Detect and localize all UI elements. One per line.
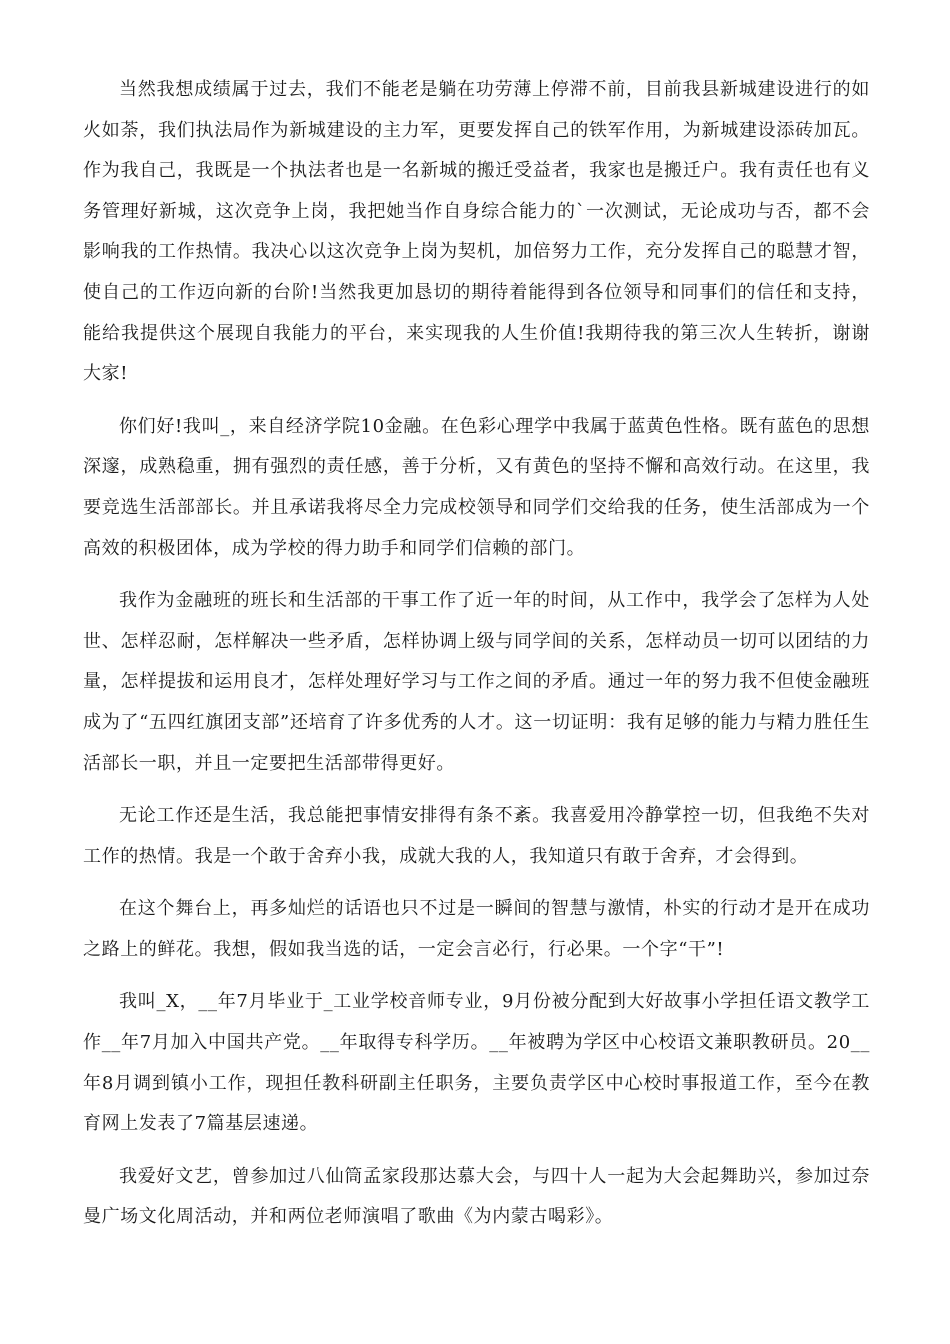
paragraph-4: 无论工作还是生活，我总能把事情安排得有条不紊。我喜爱用冷静掌控一切，但我绝不失对工作的热情。我是一个敢于舍弃小我，成就大我的人，我知道只有敢于舍弃，才会得到。: [83, 805, 870, 867]
paragraph-3: 我作为金融班的班长和生活部的干事工作了近一年的时间，从工作中，我学会了怎样为人处世、怎样忍耐，怎样解决一些矛盾，怎样协调上级与同学间的关系，怎样动员一切可以团结的力量，怎样提拔和运用良才，怎样处理好学习与工作之间的矛盾。通过一年的努力我不但使金融班成为了“五四红旗团支部”还培育了许多优秀的人才。这一切证明：我有足够的能力与精力胜任生活部长一职，并且一定要把生活部带得更好。: [83, 590, 870, 774]
paragraph-1: 当然我想成绩属于过去，我们不能老是躺在功劳薄上停滞不前，目前我县新城建设进行的如火如荼，我们执法局作为新城建设的主力军，更要发挥自己的铁军作用，为新城建设添砖加瓦。作为我自己，我既是一个执法者也是一名新城的搬迁受益者，我家也是搬迁户。我有责任也有义务管理好新城，这次竞争上岗，我把她当作自身综合能力的`一次测试，无论成功与否，都不会影响我的工作热情。我决心以这次竞争上岗为契机，加倍努力工作，充分发挥自己的聪慧才智，使自己的工作迈向新的台阶!当然我更加恳切的期待着能得到各位领导和同事们的信任和支持，能给我提供这个展现自我能力的平台，来实现我的人生价值!我期待我的第三次人生转折，谢谢大家!: [83, 79, 870, 385]
paragraph-5: 在这个舞台上，再多灿烂的话语也只不过是一瞬间的智慧与激情，朴实的行动才是开在成功之路上的鲜花。我想，假如我当选的话，一定会言必行，行必果。一个字“干”!: [83, 898, 870, 960]
document-body: [83, 70, 870, 1238]
paragraph-6: 我叫_X，__年7月毕业于_工业学校音师专业，9月份被分配到大好故事小学担任语文教学工作__年7月加入中国共产党。__年取得专科学历。__年被聘为学区中心校语文兼职教研员。20__年8月调到镇小工作，现担任教科研副主任职务，主要负责学区中心校时事报道工作，至今在教育网上发表了7篇基层速递。: [83, 991, 870, 1135]
paragraph-7: 我爱好文艺，曾参加过八仙筒孟家段那达慕大会，与四十人一起为大会起舞助兴，参加过奈曼广场文化周活动，并和两位老师演唱了歌曲《为内蒙古喝彩》。: [83, 1165, 870, 1228]
paragraph-2: 你们好!我叫_，来自经济学院10金融。在色彩心理学中我属于蓝黄色性格。既有蓝色的思想深邃，成熟稳重，拥有强烈的责任感，善于分析，又有黄色的坚持不懈和高效行动。在这里，我要竞选生活部部长。并且承诺我将尽全力完成校领导和同学们交给我的任务，使生活部成为一个高效的积极团体，成为学校的得力助手和同学们信赖的部门。: [83, 415, 870, 559]
